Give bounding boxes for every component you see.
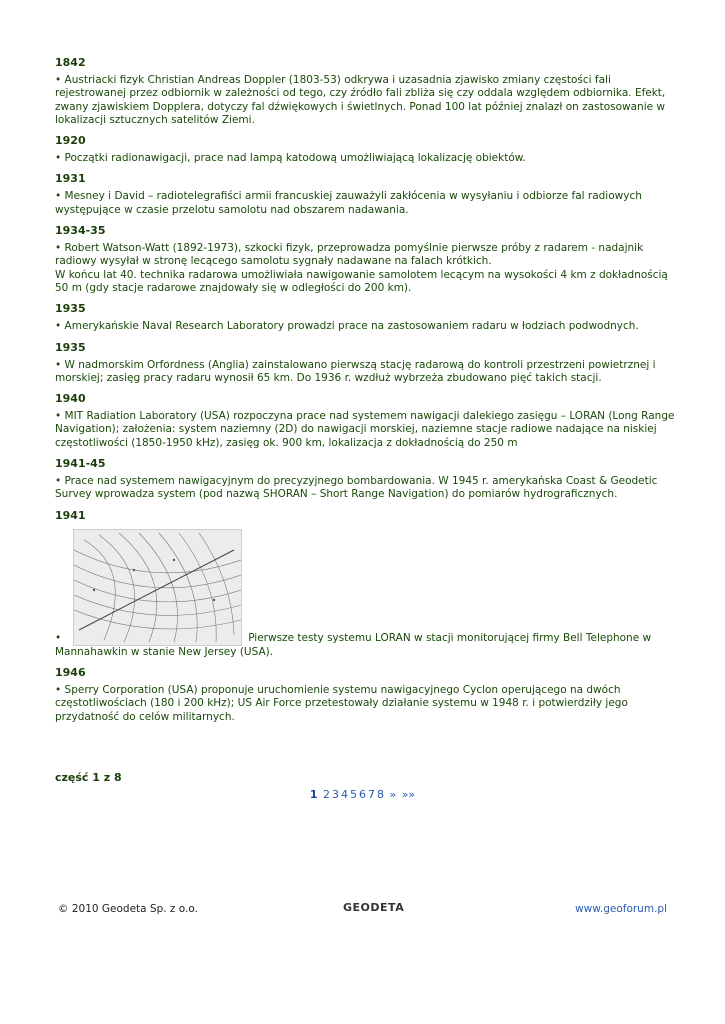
page-links: [322, 788, 385, 801]
timeline-entry-figure: [55, 509, 675, 659]
entry-text: • MIT Radiation Laboratory (USA) rozpoczyna prace nad systemem nawigacji dalekiego zasięgu – LORAN (Long Range Navigation); założenia: system naziemny (2D) do nawigacji morskiej, naziemne stacje radiowe nadające na niskiej częstotliwości (1850-1950 kHz), zasięg ok. 900 km, lokalizacja z dokładnością do 250 m: [55, 410, 675, 449]
timeline-entry: [55, 392, 675, 450]
entry-text: • Sperry Corporation (USA) proponuje uruchomienie systemu nawigacyjnego Cyclon operującego na dwóch częstotliwościach (180 i 200 kHz); US Air Force przetestowały działanie systemu w 1948 r. i potwierdziły jego przydatność do celów militarnych.: [55, 683, 628, 723]
timeline-entry: [55, 341, 675, 386]
part-label: część 1 z 8: [55, 771, 122, 784]
page-link-current[interactable]: 1: [309, 788, 318, 801]
entry-year: 1941-45: [55, 457, 106, 471]
timeline-entry: [55, 134, 675, 165]
timeline-entry: [55, 56, 675, 127]
entry-text: • Prace nad systemem nawigacyjnym do precyzyjnego bombardowania. W 1945 r. amerykańska Coast & Geodetic Survey wprowadza system (pod nazwą SHORAN – Short Range Navigation) do pomiarów hydrograficznych.: [55, 475, 658, 501]
page-link-6[interactable]: 6: [358, 788, 366, 801]
entry-text: • W nadmorskim Orfordness (Anglia) zainstalowano pierwszą stację radarową do kontroli przestrzeni powietrznej i morskiej; zasięg pracy radaru wynosił 65 km. Do 1936 r. wzdłuż wybrzeża zbudowano pięć takich stacji.: [55, 358, 656, 384]
entry-year: 1931: [55, 172, 86, 186]
pagination: [0, 788, 725, 801]
timeline-entry: [55, 302, 675, 333]
figure-caption-line1: Pierwsze testy systemu LORAN w stacji monitorującej firmy Bell Telephone w: [248, 632, 652, 645]
entry-year: 1941: [55, 508, 86, 522]
entry-text: • Austriacki fizyk Christian Andreas Doppler (1803-53) odkrywa i uzasadnia zjawisko zmiany częstości fali rejestrowanej przez odbiornik w zależności od tego, czy źródło fali zbliża się czy oddala względem odbiornika. Efekt, zwany zjawiskiem Dopplera, dotyczy fal dźwiękowych i świetlnych. Ponad 100 lat później znalazł on zastosowanie w lokalizacji sztucznych satelitów Ziemi.: [55, 74, 666, 126]
entry-year: 1842: [55, 56, 86, 69]
page-link-2[interactable]: 2: [322, 788, 330, 801]
site-link[interactable]: www.geoforum.pl: [575, 903, 667, 915]
page-link-5[interactable]: 5: [349, 788, 357, 801]
copyright-text: © 2010 Geodeta Sp. z o.o.: [58, 903, 198, 915]
figure-row: [55, 529, 675, 646]
entry-text: • Amerykańskie Naval Research Laboratory prowadzi prace na zastosowaniem radaru w łodziach podwodnych.: [55, 320, 639, 333]
logo-text: GEODETA: [343, 901, 405, 914]
article-content: [55, 56, 675, 731]
timeline-entry: [55, 224, 675, 295]
entry-year: 1946: [55, 665, 86, 679]
loran-chart-image: [73, 529, 242, 646]
entry-text: • Mesney i David – radiotelegrafiści armii francuskiej zauważyli zakłócenia w wysyłaniu i odbiorze fal radiowych występujące w czasie przelotu samolotu nad obszarem nadawania.: [55, 190, 642, 216]
entry-year: 1940: [55, 392, 86, 406]
entry-year: 1920: [55, 134, 86, 148]
page-link-8[interactable]: 8: [376, 788, 384, 801]
timeline-entries: [55, 56, 675, 502]
figure-caption-line2: Mannahawkin w stanie New Jersey (USA).: [55, 645, 274, 658]
last-page-link[interactable]: »»: [401, 788, 416, 801]
entry-year: 1935: [55, 340, 86, 354]
next-page-link[interactable]: »: [389, 788, 397, 801]
page-link-4[interactable]: 4: [340, 788, 348, 801]
page-link-7[interactable]: 7: [367, 788, 375, 801]
page-link-3[interactable]: 3: [331, 788, 339, 801]
entry-text: • Początki radionawigacji, prace nad lampą katodową umożliwiającą lokalizację obiektów.: [55, 152, 526, 165]
entry-year: 1935: [55, 302, 86, 316]
timeline-entry: [55, 172, 675, 217]
geodeta-logo[interactable]: [343, 901, 404, 914]
timeline-entry-last: [55, 666, 675, 724]
entry-year: 1934-35: [55, 224, 106, 238]
entry-text: • Robert Watson-Watt (1892-1973), szkocki fizyk, przeprowadza pomyślnie pierwsze próby z radarem - nadajnik radiowy wysyłał w stronę lecącego samolotu sygnały nadawane na falach krótkich. W końcu lat 40. technika radarowa umożliwiała nawigowanie samolotem lecącym na wysokości 4 km z dokładnością 50 m (gdy stacje radarowe znajdowały się w odległości do 200 km).: [55, 242, 668, 294]
timeline-entry: [55, 457, 675, 502]
bullet: •: [55, 632, 62, 645]
